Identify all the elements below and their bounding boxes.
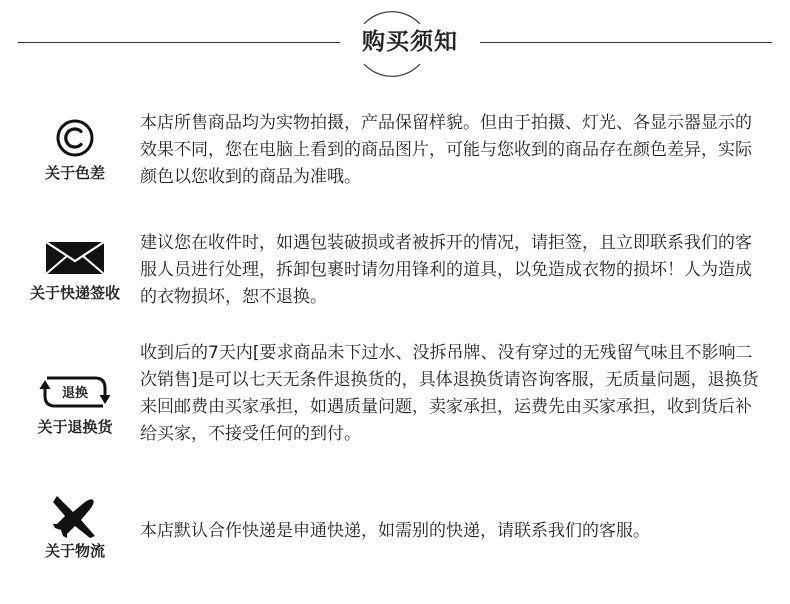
page-header — [0, 0, 790, 86]
section-text: 收到后的7天内[要求商品未下过水、没拆吊牌、没有穿过的无残留气味且不影响二次销售]是可以七天无条件退换货的，具体退换货请咨询客服，无质量问题，退换货来回邮费由买家承担，如遇质量问题，卖家承担，运费先由买家承担，收到货后补给买家，不接受任何的到付。 — [140, 343, 759, 444]
section-color-difference — [0, 110, 790, 200]
section-label: 关于退换货 — [37, 418, 113, 436]
page-title-wrap — [340, 24, 480, 60]
copyright-icon — [55, 118, 95, 158]
section-label: 关于物流 — [44, 542, 105, 560]
exchange-icon-text: 退换 — [61, 386, 88, 401]
envelope-icon — [45, 241, 105, 275]
section-label: 关于色差 — [44, 164, 105, 182]
section-icon-column — [10, 494, 140, 561]
section-text: 本店所售商品均为实物拍摄，产品保留样貌。但由于拍摄、灯光、各显示器显示的效果不同，您在电脑上看到的商品图片，可能与您收到的商品存在颜色差异，实际颜色以您收到的商品为准哦。 — [140, 113, 752, 187]
section-text: 本店默认合作快递是申通快递，如需别的快递，请联系我们的客服。 — [140, 521, 650, 541]
section-icon-column — [10, 116, 140, 183]
section-label: 关于快递签收 — [29, 284, 120, 302]
page-title: 购买须知 — [362, 29, 458, 55]
section-returns — [0, 340, 790, 460]
section-delivery-signing — [0, 230, 790, 320]
section-text: 建议您在收件时，如遇包装破损或者被拆开的情况，请拒签，且立即联系我们的客服人员进行处理，拆卸包裹时请勿用锋利的道具，以免造成衣物的损坏！人为造成的衣物损坏，恕不退换。 — [140, 233, 752, 307]
header-divider-right — [474, 42, 772, 43]
section-icon-column — [10, 370, 140, 437]
section-logistics — [0, 490, 790, 580]
header-divider-left — [18, 42, 348, 43]
airplane-icon — [51, 492, 99, 540]
section-icon-column — [10, 236, 140, 303]
